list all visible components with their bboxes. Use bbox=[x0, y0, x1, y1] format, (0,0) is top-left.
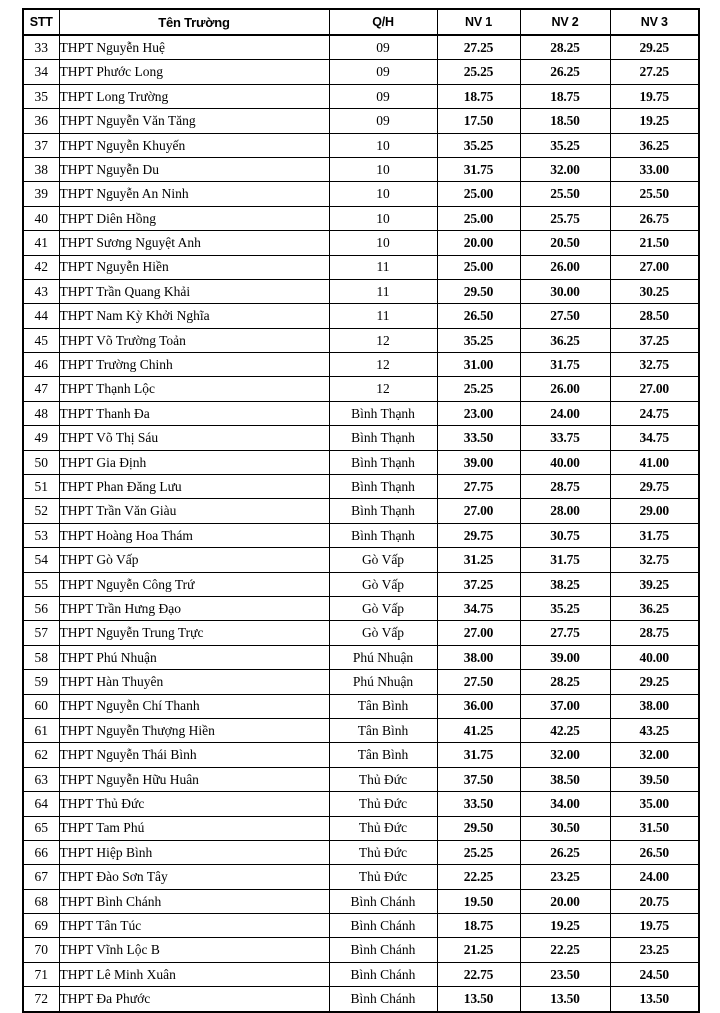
cell-district: 09 bbox=[329, 109, 437, 133]
cell-district: Bình Chánh bbox=[329, 914, 437, 938]
cell-stt: 38 bbox=[23, 157, 59, 181]
cell-nv2: 38.25 bbox=[520, 572, 610, 596]
cell-nv3: 40.00 bbox=[610, 645, 699, 669]
cell-nv3: 39.50 bbox=[610, 767, 699, 791]
cell-nv2: 25.75 bbox=[520, 206, 610, 230]
cell-school-name: THPT Trần Văn Giàu bbox=[59, 499, 329, 523]
cell-nv2: 22.25 bbox=[520, 938, 610, 962]
cell-nv2: 30.00 bbox=[520, 279, 610, 303]
column-header-nv2: NV 2 bbox=[520, 9, 610, 35]
cell-nv2: 23.50 bbox=[520, 962, 610, 986]
cell-school-name: THPT Nguyễn Du bbox=[59, 157, 329, 181]
cell-district: Bình Thạnh bbox=[329, 475, 437, 499]
cell-nv1: 25.00 bbox=[437, 206, 520, 230]
cell-nv2: 26.00 bbox=[520, 255, 610, 279]
cell-nv3: 32.00 bbox=[610, 743, 699, 767]
cell-school-name: THPT Hiệp Bình bbox=[59, 840, 329, 864]
cell-nv3: 30.25 bbox=[610, 279, 699, 303]
cell-district: Bình Thạnh bbox=[329, 426, 437, 450]
cell-district: 09 bbox=[329, 35, 437, 60]
cell-school-name: THPT Diên Hồng bbox=[59, 206, 329, 230]
cell-district: Bình Thạnh bbox=[329, 499, 437, 523]
cell-stt: 69 bbox=[23, 914, 59, 938]
cell-school-name: THPT Võ Thị Sáu bbox=[59, 426, 329, 450]
cell-nv3: 29.25 bbox=[610, 670, 699, 694]
cell-nv2: 38.50 bbox=[520, 767, 610, 791]
cell-nv2: 28.00 bbox=[520, 499, 610, 523]
cell-district: 10 bbox=[329, 182, 437, 206]
cell-district: Thủ Đức bbox=[329, 767, 437, 791]
cell-district: Bình Chánh bbox=[329, 987, 437, 1012]
table-row bbox=[23, 255, 699, 279]
cell-stt: 37 bbox=[23, 133, 59, 157]
cell-nv2: 26.25 bbox=[520, 60, 610, 84]
cell-nv3: 33.00 bbox=[610, 157, 699, 181]
cell-stt: 63 bbox=[23, 767, 59, 791]
table-row bbox=[23, 304, 699, 328]
cell-nv3: 27.00 bbox=[610, 377, 699, 401]
cell-nv2: 28.25 bbox=[520, 670, 610, 694]
cell-nv2: 26.25 bbox=[520, 840, 610, 864]
cell-school-name: THPT Phước Long bbox=[59, 60, 329, 84]
cell-nv1: 22.75 bbox=[437, 962, 520, 986]
cell-school-name: THPT Trần Hưng Đạo bbox=[59, 596, 329, 620]
column-header-name: Tên Trường bbox=[59, 9, 329, 35]
cell-nv2: 20.50 bbox=[520, 231, 610, 255]
table-row bbox=[23, 328, 699, 352]
cell-school-name: THPT Nguyễn Huệ bbox=[59, 35, 329, 60]
cell-nv3: 36.25 bbox=[610, 133, 699, 157]
cell-stt: 60 bbox=[23, 694, 59, 718]
cell-nv1: 31.25 bbox=[437, 548, 520, 572]
table-header bbox=[23, 9, 699, 35]
cell-stt: 46 bbox=[23, 353, 59, 377]
cell-nv2: 39.00 bbox=[520, 645, 610, 669]
cell-nv1: 35.25 bbox=[437, 328, 520, 352]
cell-nv3: 32.75 bbox=[610, 548, 699, 572]
cell-district: Thủ Đức bbox=[329, 865, 437, 889]
cell-district: Thủ Đức bbox=[329, 840, 437, 864]
cell-nv2: 23.25 bbox=[520, 865, 610, 889]
cell-nv2: 33.75 bbox=[520, 426, 610, 450]
cell-nv3: 41.00 bbox=[610, 450, 699, 474]
cell-school-name: THPT Nguyễn Thái Bình bbox=[59, 743, 329, 767]
cell-school-name: THPT Hoàng Hoa Thám bbox=[59, 523, 329, 547]
cell-nv1: 18.75 bbox=[437, 914, 520, 938]
cell-nv1: 27.00 bbox=[437, 499, 520, 523]
cell-nv3: 25.50 bbox=[610, 182, 699, 206]
cell-nv1: 29.50 bbox=[437, 279, 520, 303]
cell-nv3: 39.25 bbox=[610, 572, 699, 596]
table-row bbox=[23, 475, 699, 499]
cell-stt: 68 bbox=[23, 889, 59, 913]
cell-nv1: 17.50 bbox=[437, 109, 520, 133]
cell-nv3: 24.75 bbox=[610, 401, 699, 425]
table-row bbox=[23, 499, 699, 523]
cell-district: 11 bbox=[329, 279, 437, 303]
cell-nv3: 24.00 bbox=[610, 865, 699, 889]
cell-nv2: 27.75 bbox=[520, 621, 610, 645]
cell-nv2: 32.00 bbox=[520, 743, 610, 767]
table-row bbox=[23, 206, 699, 230]
cell-nv3: 19.25 bbox=[610, 109, 699, 133]
table-row bbox=[23, 645, 699, 669]
cell-school-name: THPT Tân Túc bbox=[59, 914, 329, 938]
cell-district: Tân Bình bbox=[329, 743, 437, 767]
cell-school-name: THPT Nguyễn Trung Trực bbox=[59, 621, 329, 645]
cell-nv1: 41.25 bbox=[437, 718, 520, 742]
cell-school-name: THPT Nguyễn An Ninh bbox=[59, 182, 329, 206]
cell-nv2: 37.00 bbox=[520, 694, 610, 718]
cell-district: Bình Chánh bbox=[329, 889, 437, 913]
cell-school-name: THPT Thủ Đức bbox=[59, 792, 329, 816]
cell-school-name: THPT Tam Phú bbox=[59, 816, 329, 840]
cell-nv1: 23.00 bbox=[437, 401, 520, 425]
cell-stt: 56 bbox=[23, 596, 59, 620]
cell-nv3: 19.75 bbox=[610, 84, 699, 108]
cell-nv1: 27.75 bbox=[437, 475, 520, 499]
cell-district: 09 bbox=[329, 84, 437, 108]
cell-nv1: 38.00 bbox=[437, 645, 520, 669]
cell-nv2: 18.50 bbox=[520, 109, 610, 133]
table-row bbox=[23, 84, 699, 108]
table-row bbox=[23, 60, 699, 84]
cell-nv1: 39.00 bbox=[437, 450, 520, 474]
cell-nv1: 27.00 bbox=[437, 621, 520, 645]
cell-stt: 61 bbox=[23, 718, 59, 742]
cell-stt: 64 bbox=[23, 792, 59, 816]
cell-school-name: THPT Nguyễn Chí Thanh bbox=[59, 694, 329, 718]
table-row bbox=[23, 889, 699, 913]
cell-school-name: THPT Nguyễn Hữu Huân bbox=[59, 767, 329, 791]
cell-nv3: 20.75 bbox=[610, 889, 699, 913]
table-row bbox=[23, 182, 699, 206]
cell-nv3: 34.75 bbox=[610, 426, 699, 450]
table-row bbox=[23, 596, 699, 620]
cell-stt: 34 bbox=[23, 60, 59, 84]
cell-nv1: 33.50 bbox=[437, 426, 520, 450]
cell-stt: 41 bbox=[23, 231, 59, 255]
cell-school-name: THPT Vĩnh Lộc B bbox=[59, 938, 329, 962]
cell-nv2: 30.75 bbox=[520, 523, 610, 547]
table-row bbox=[23, 377, 699, 401]
table-row bbox=[23, 572, 699, 596]
cell-school-name: THPT Hàn Thuyên bbox=[59, 670, 329, 694]
cell-school-name: THPT Đào Sơn Tây bbox=[59, 865, 329, 889]
cell-nv2: 40.00 bbox=[520, 450, 610, 474]
cell-nv1: 27.25 bbox=[437, 35, 520, 60]
cell-nv3: 28.50 bbox=[610, 304, 699, 328]
cell-nv3: 27.25 bbox=[610, 60, 699, 84]
cell-nv2: 26.00 bbox=[520, 377, 610, 401]
cell-nv1: 26.50 bbox=[437, 304, 520, 328]
cell-nv1: 29.50 bbox=[437, 816, 520, 840]
table-row bbox=[23, 548, 699, 572]
cell-district: Tân Bình bbox=[329, 718, 437, 742]
cell-nv3: 31.50 bbox=[610, 816, 699, 840]
cell-nv3: 36.25 bbox=[610, 596, 699, 620]
column-header-qh: Q/H bbox=[329, 9, 437, 35]
cell-district: Tân Bình bbox=[329, 694, 437, 718]
cell-district: 12 bbox=[329, 328, 437, 352]
cell-district: 09 bbox=[329, 60, 437, 84]
cell-stt: 50 bbox=[23, 450, 59, 474]
table-row bbox=[23, 792, 699, 816]
cell-district: Gò Vấp bbox=[329, 572, 437, 596]
cell-stt: 59 bbox=[23, 670, 59, 694]
cell-nv1: 21.25 bbox=[437, 938, 520, 962]
cell-stt: 42 bbox=[23, 255, 59, 279]
cell-school-name: THPT Long Trường bbox=[59, 84, 329, 108]
column-header-stt: STT bbox=[23, 9, 59, 35]
cell-district: 11 bbox=[329, 255, 437, 279]
table-row bbox=[23, 35, 699, 60]
table-row bbox=[23, 670, 699, 694]
cell-nv3: 21.50 bbox=[610, 231, 699, 255]
cell-district: 12 bbox=[329, 353, 437, 377]
cell-district: Gò Vấp bbox=[329, 548, 437, 572]
cell-district: Gò Vấp bbox=[329, 621, 437, 645]
cell-school-name: THPT Nguyễn Văn Tăng bbox=[59, 109, 329, 133]
cell-stt: 36 bbox=[23, 109, 59, 133]
cell-nv1: 37.50 bbox=[437, 767, 520, 791]
cell-nv1: 19.50 bbox=[437, 889, 520, 913]
cell-stt: 55 bbox=[23, 572, 59, 596]
cell-nv2: 35.25 bbox=[520, 596, 610, 620]
cell-school-name: THPT Phú Nhuận bbox=[59, 645, 329, 669]
table-row bbox=[23, 621, 699, 645]
cell-school-name: THPT Gò Vấp bbox=[59, 548, 329, 572]
cell-nv2: 31.75 bbox=[520, 548, 610, 572]
cell-stt: 65 bbox=[23, 816, 59, 840]
cell-school-name: THPT Nguyễn Hiền bbox=[59, 255, 329, 279]
cell-stt: 58 bbox=[23, 645, 59, 669]
cell-school-name: THPT Đa Phước bbox=[59, 987, 329, 1012]
cell-nv2: 32.00 bbox=[520, 157, 610, 181]
cell-nv3: 29.25 bbox=[610, 35, 699, 60]
cell-school-name: THPT Trần Quang Khải bbox=[59, 279, 329, 303]
column-header-nv3: NV 3 bbox=[610, 9, 699, 35]
cell-stt: 62 bbox=[23, 743, 59, 767]
cell-nv3: 26.50 bbox=[610, 840, 699, 864]
cell-stt: 54 bbox=[23, 548, 59, 572]
cell-nv2: 31.75 bbox=[520, 353, 610, 377]
cell-district: Gò Vấp bbox=[329, 596, 437, 620]
cell-district: 11 bbox=[329, 304, 437, 328]
table-row bbox=[23, 279, 699, 303]
table-row bbox=[23, 938, 699, 962]
cell-nv2: 30.50 bbox=[520, 816, 610, 840]
cell-district: 10 bbox=[329, 133, 437, 157]
table-row bbox=[23, 401, 699, 425]
cell-stt: 72 bbox=[23, 987, 59, 1012]
cell-district: 12 bbox=[329, 377, 437, 401]
cell-stt: 51 bbox=[23, 475, 59, 499]
cell-school-name: THPT Trường Chinh bbox=[59, 353, 329, 377]
cell-district: Bình Chánh bbox=[329, 962, 437, 986]
cell-nv1: 25.25 bbox=[437, 840, 520, 864]
cell-nv3: 23.25 bbox=[610, 938, 699, 962]
cell-nv2: 18.75 bbox=[520, 84, 610, 108]
table-row bbox=[23, 914, 699, 938]
cell-nv1: 34.75 bbox=[437, 596, 520, 620]
table-row bbox=[23, 231, 699, 255]
cell-nv3: 35.00 bbox=[610, 792, 699, 816]
cell-nv3: 24.50 bbox=[610, 962, 699, 986]
cell-nv1: 35.25 bbox=[437, 133, 520, 157]
table-row bbox=[23, 426, 699, 450]
admission-score-table bbox=[22, 8, 700, 1013]
cell-nv1: 36.00 bbox=[437, 694, 520, 718]
column-header-nv1: NV 1 bbox=[437, 9, 520, 35]
cell-nv1: 25.00 bbox=[437, 255, 520, 279]
cell-nv2: 19.25 bbox=[520, 914, 610, 938]
cell-district: 10 bbox=[329, 157, 437, 181]
cell-nv1: 27.50 bbox=[437, 670, 520, 694]
cell-nv1: 20.00 bbox=[437, 231, 520, 255]
cell-stt: 66 bbox=[23, 840, 59, 864]
table-row bbox=[23, 157, 699, 181]
cell-nv2: 13.50 bbox=[520, 987, 610, 1012]
cell-nv2: 27.50 bbox=[520, 304, 610, 328]
cell-district: Bình Chánh bbox=[329, 938, 437, 962]
cell-stt: 43 bbox=[23, 279, 59, 303]
cell-stt: 44 bbox=[23, 304, 59, 328]
cell-district: Phú Nhuận bbox=[329, 670, 437, 694]
cell-district: Phú Nhuận bbox=[329, 645, 437, 669]
cell-nv3: 26.75 bbox=[610, 206, 699, 230]
cell-school-name: THPT Thạnh Lộc bbox=[59, 377, 329, 401]
cell-nv3: 29.00 bbox=[610, 499, 699, 523]
cell-nv1: 31.00 bbox=[437, 353, 520, 377]
cell-school-name: THPT Nguyễn Khuyến bbox=[59, 133, 329, 157]
cell-district: 10 bbox=[329, 206, 437, 230]
cell-stt: 67 bbox=[23, 865, 59, 889]
cell-stt: 33 bbox=[23, 35, 59, 60]
cell-nv1: 31.75 bbox=[437, 743, 520, 767]
cell-district: 10 bbox=[329, 231, 437, 255]
cell-stt: 47 bbox=[23, 377, 59, 401]
table-row bbox=[23, 865, 699, 889]
cell-stt: 39 bbox=[23, 182, 59, 206]
table-row bbox=[23, 816, 699, 840]
cell-nv1: 31.75 bbox=[437, 157, 520, 181]
cell-nv1: 25.00 bbox=[437, 182, 520, 206]
cell-school-name: THPT Võ Trường Toản bbox=[59, 328, 329, 352]
cell-district: Bình Thạnh bbox=[329, 523, 437, 547]
cell-nv2: 28.25 bbox=[520, 35, 610, 60]
cell-nv3: 29.75 bbox=[610, 475, 699, 499]
cell-nv1: 18.75 bbox=[437, 84, 520, 108]
table-row bbox=[23, 353, 699, 377]
cell-nv2: 42.25 bbox=[520, 718, 610, 742]
table-row bbox=[23, 718, 699, 742]
table-body bbox=[23, 35, 699, 1012]
cell-school-name: THPT Lê Minh Xuân bbox=[59, 962, 329, 986]
table-row bbox=[23, 450, 699, 474]
table-row bbox=[23, 523, 699, 547]
cell-stt: 40 bbox=[23, 206, 59, 230]
cell-nv1: 25.25 bbox=[437, 377, 520, 401]
cell-nv1: 33.50 bbox=[437, 792, 520, 816]
cell-nv2: 35.25 bbox=[520, 133, 610, 157]
cell-nv2: 36.25 bbox=[520, 328, 610, 352]
cell-nv3: 43.25 bbox=[610, 718, 699, 742]
cell-nv3: 13.50 bbox=[610, 987, 699, 1012]
score-table-container bbox=[22, 8, 698, 1013]
cell-stt: 35 bbox=[23, 84, 59, 108]
cell-stt: 49 bbox=[23, 426, 59, 450]
cell-nv3: 27.00 bbox=[610, 255, 699, 279]
cell-stt: 53 bbox=[23, 523, 59, 547]
cell-school-name: THPT Thanh Đa bbox=[59, 401, 329, 425]
table-row bbox=[23, 694, 699, 718]
table-header-row bbox=[23, 9, 699, 35]
cell-stt: 45 bbox=[23, 328, 59, 352]
cell-nv1: 25.25 bbox=[437, 60, 520, 84]
cell-nv1: 22.25 bbox=[437, 865, 520, 889]
cell-school-name: THPT Nguyễn Thượng Hiền bbox=[59, 718, 329, 742]
table-row bbox=[23, 987, 699, 1012]
cell-nv3: 28.75 bbox=[610, 621, 699, 645]
cell-nv1: 29.75 bbox=[437, 523, 520, 547]
cell-nv3: 19.75 bbox=[610, 914, 699, 938]
table-row bbox=[23, 962, 699, 986]
table-row bbox=[23, 133, 699, 157]
cell-nv2: 24.00 bbox=[520, 401, 610, 425]
cell-nv3: 32.75 bbox=[610, 353, 699, 377]
cell-nv2: 28.75 bbox=[520, 475, 610, 499]
cell-district: Bình Thạnh bbox=[329, 401, 437, 425]
cell-nv2: 20.00 bbox=[520, 889, 610, 913]
cell-nv3: 31.75 bbox=[610, 523, 699, 547]
cell-stt: 52 bbox=[23, 499, 59, 523]
cell-nv1: 13.50 bbox=[437, 987, 520, 1012]
table-row bbox=[23, 743, 699, 767]
cell-school-name: THPT Phan Đăng Lưu bbox=[59, 475, 329, 499]
cell-district: Thủ Đức bbox=[329, 792, 437, 816]
cell-district: Thủ Đức bbox=[329, 816, 437, 840]
cell-school-name: THPT Nam Kỳ Khởi Nghĩa bbox=[59, 304, 329, 328]
cell-school-name: THPT Sương Nguyệt Anh bbox=[59, 231, 329, 255]
cell-school-name: THPT Bình Chánh bbox=[59, 889, 329, 913]
cell-nv2: 34.00 bbox=[520, 792, 610, 816]
cell-stt: 48 bbox=[23, 401, 59, 425]
cell-nv3: 38.00 bbox=[610, 694, 699, 718]
table-row bbox=[23, 767, 699, 791]
cell-nv3: 37.25 bbox=[610, 328, 699, 352]
cell-nv2: 25.50 bbox=[520, 182, 610, 206]
cell-district: Bình Thạnh bbox=[329, 450, 437, 474]
table-row bbox=[23, 109, 699, 133]
cell-nv1: 37.25 bbox=[437, 572, 520, 596]
cell-stt: 71 bbox=[23, 962, 59, 986]
table-row bbox=[23, 840, 699, 864]
cell-stt: 57 bbox=[23, 621, 59, 645]
cell-school-name: THPT Gia Định bbox=[59, 450, 329, 474]
cell-school-name: THPT Nguyễn Công Trứ bbox=[59, 572, 329, 596]
cell-stt: 70 bbox=[23, 938, 59, 962]
